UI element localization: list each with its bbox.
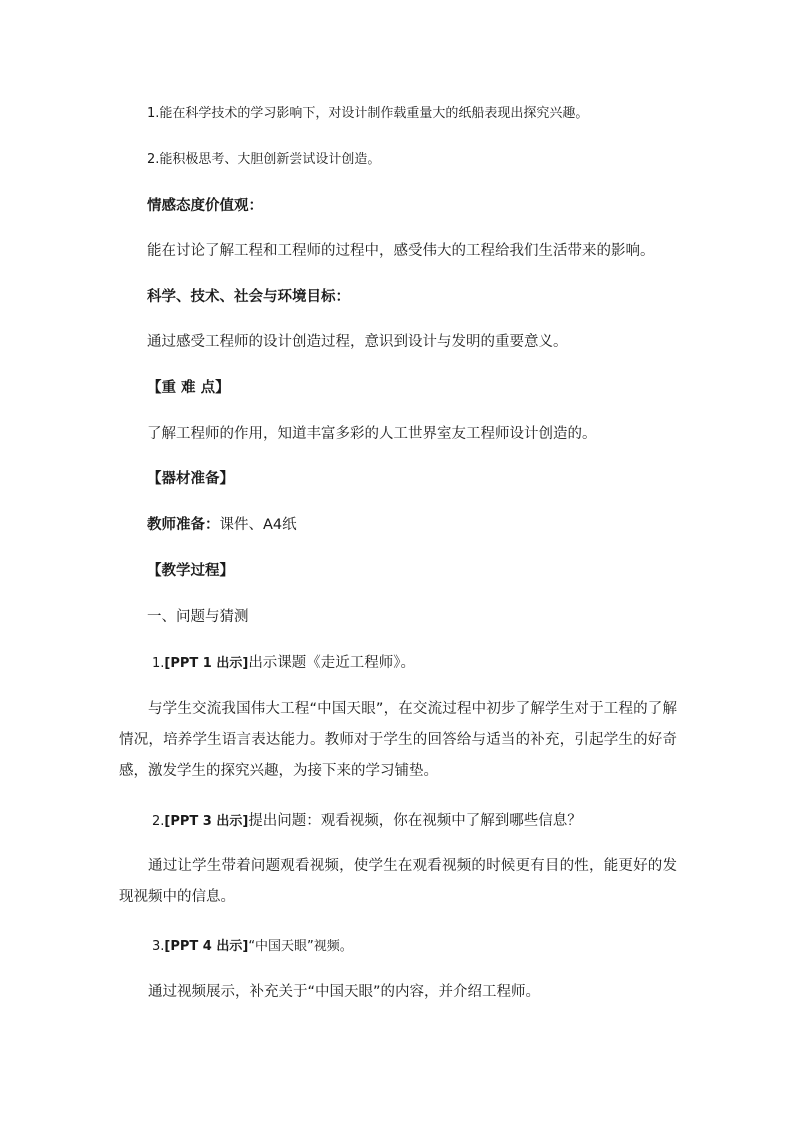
step-1-tag: [PPT 1 出示] xyxy=(164,656,249,671)
key-points-heading: 【重 难 点】 xyxy=(147,380,230,396)
materials-heading: 【器材准备】 xyxy=(147,471,234,487)
section-1-title: 一、问题与猜测 xyxy=(147,609,249,625)
teacher-materials xyxy=(147,516,676,534)
step-3-tag: [PPT 4 出示] xyxy=(164,939,249,954)
step-3-text: “中国天眼”视频。 xyxy=(248,939,353,954)
stse-heading: 科学、技术、社会与环境目标： xyxy=(147,289,350,305)
emotion-heading: 情感态度价值观： xyxy=(147,198,263,214)
step-2-tag: [PPT 3 出示] xyxy=(164,814,249,829)
skill-item-1: 1.能在科学技术的学习影响下，对设计制作载重量大的纸船表现出探究兴趣。 xyxy=(147,106,589,121)
key-points-text: 了解工程师的作用，知道丰富多彩的人工世界室友工程师设计创造的。 xyxy=(147,426,597,442)
step-2 xyxy=(152,812,676,831)
step-1-paragraph: 与学生交流我国伟大工程“中国天眼”，在交流过程中初步了解学生对于工程的了解情况，培养学生语言表达能力。教师对于学生的回答给与适当的补充，引起学生的好奇感，激发学生的探究兴趣，为接下来的学习铺垫。 xyxy=(119,701,677,779)
step-2-num: 2. xyxy=(152,814,165,829)
teacher-materials-value: 课件、A4纸 xyxy=(219,517,297,533)
process-heading: 【教学过程】 xyxy=(147,563,234,579)
emotion-text: 能在讨论了解工程和工程师的过程中，感受伟大的工程给我们生活带来的影响。 xyxy=(147,243,655,259)
stse-text: 通过感受工程师的设计创造过程，意识到设计与发明的重要意义。 xyxy=(147,334,568,350)
step-1-text: 出示课题《走近工程师》。 xyxy=(248,655,416,671)
step-1 xyxy=(152,654,676,673)
step-2-text: 提出问题：观看视频，你在视频中了解到哪些信息？ xyxy=(248,813,582,829)
skill-item-2: 2.能积极思考、大胆创新尝试设计创造。 xyxy=(147,152,381,167)
step-1-num: 1. xyxy=(152,656,165,671)
teacher-materials-label: 教师准备： xyxy=(147,517,220,533)
step-3-paragraph: 通过视频展示，补充关于“中国天眼”的内容，并介绍工程师。 xyxy=(148,984,541,1000)
step-2-paragraph: 通过让学生带着问题观看视频，使学生在观看视频的时候更有目的性，能更好的发现视频中的信息。 xyxy=(119,858,677,905)
step-3 xyxy=(152,937,676,956)
step-3-num: 3. xyxy=(152,939,165,954)
